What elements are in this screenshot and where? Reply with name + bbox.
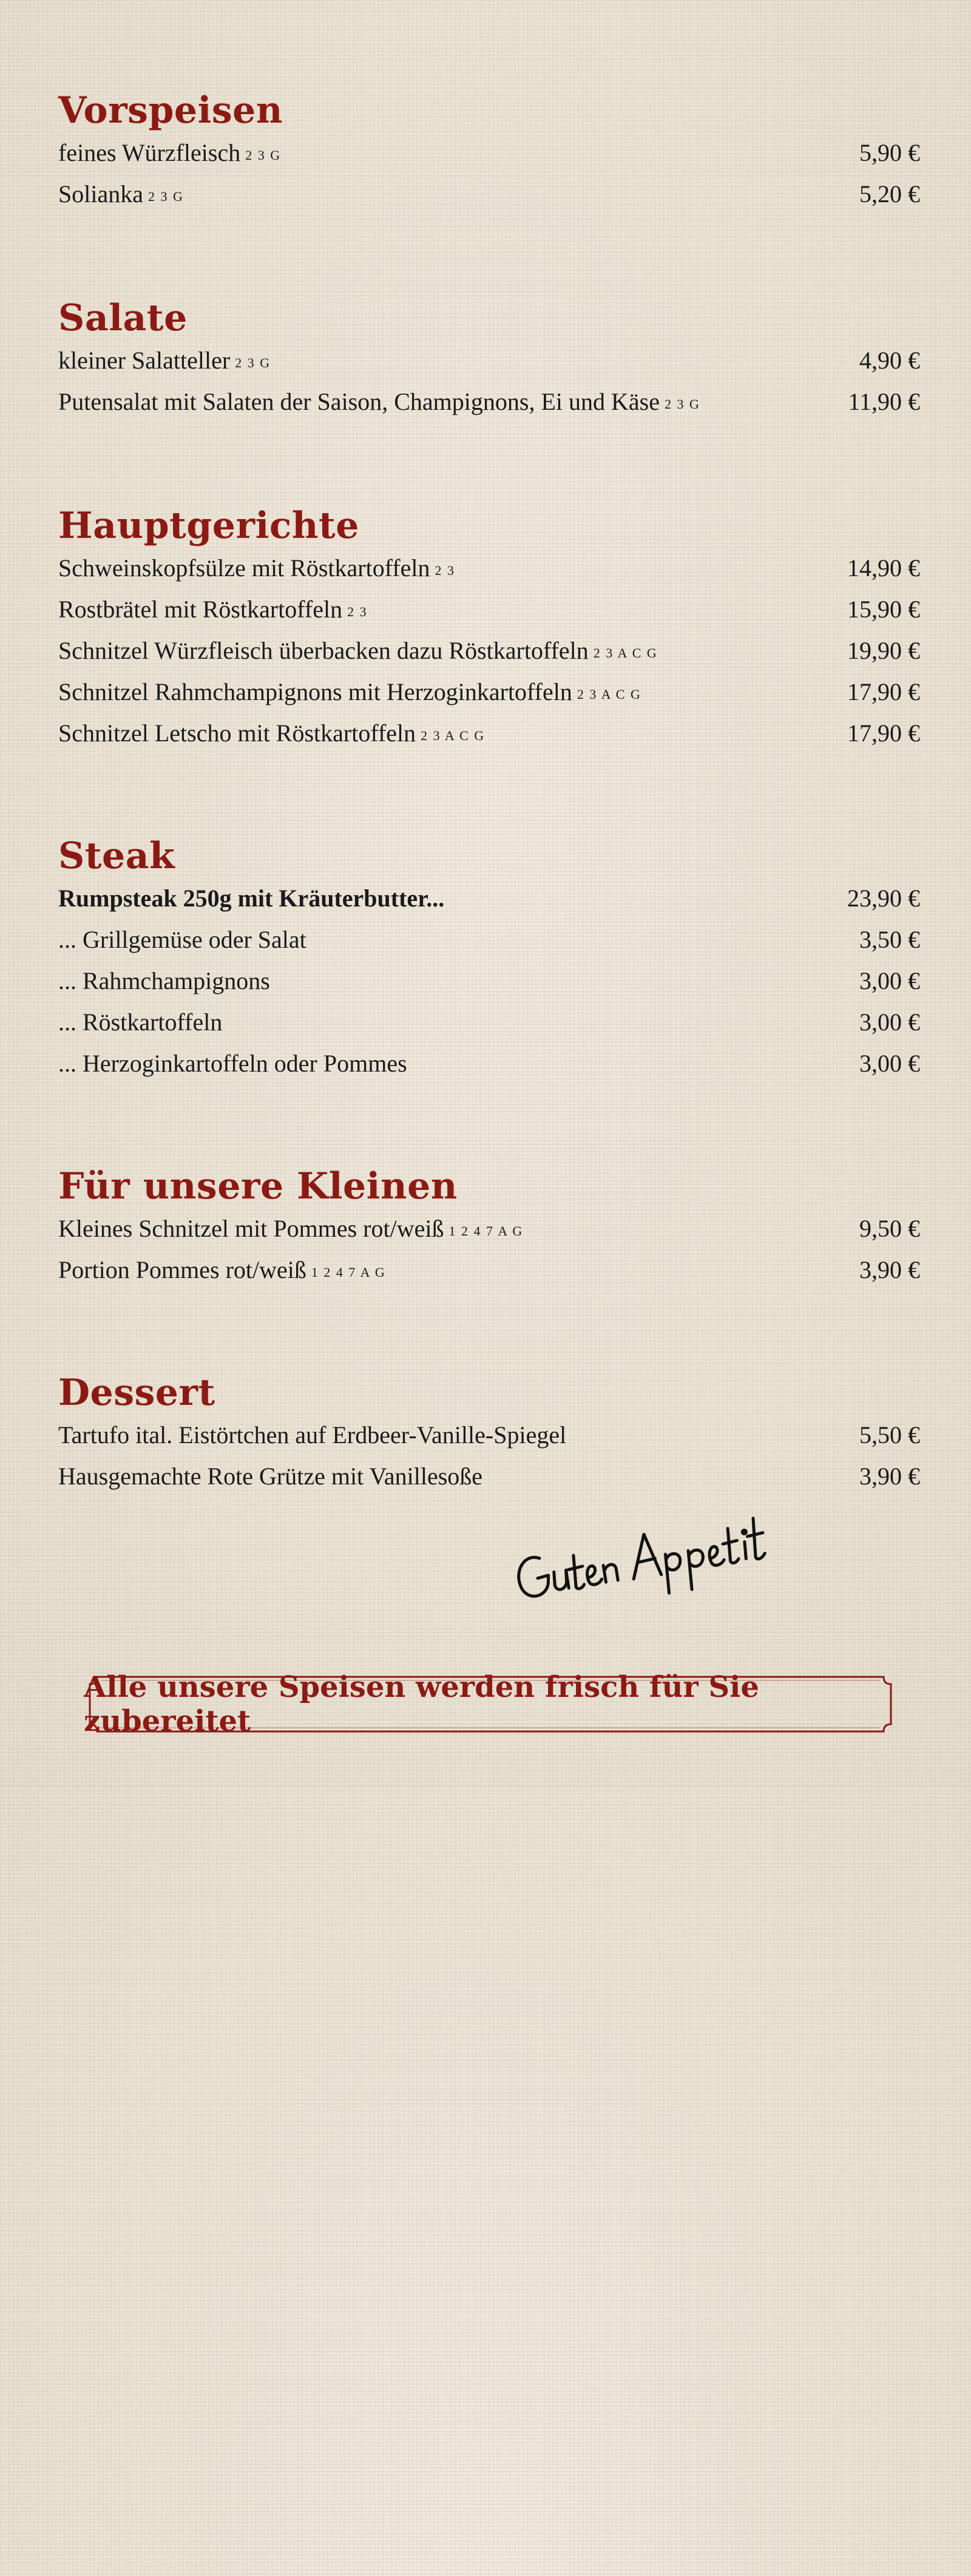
- item-name: Solianka: [58, 180, 143, 208]
- menu-item: [58, 589, 920, 630]
- item-price: 9,50 €: [859, 1215, 920, 1242]
- guten-appetit-signature: [504, 1497, 782, 1626]
- signature-graphic: [504, 1497, 781, 1623]
- item-name-wrap: [58, 1043, 407, 1084]
- section-title: Steak: [58, 835, 175, 877]
- item-name-wrap: [58, 1002, 222, 1043]
- item-name-wrap: [58, 960, 270, 1002]
- item-name: Schweinskopfsülze mit Röstkartoffeln: [58, 554, 430, 582]
- allergen-codes: 1 2 4 7 A G: [448, 1223, 524, 1239]
- section-vorspeisen: [58, 89, 920, 215]
- menu-item: [58, 713, 920, 754]
- item-name-wrap: [58, 1456, 482, 1497]
- menu-item: [58, 1002, 920, 1043]
- menu-item: [58, 960, 920, 1002]
- item-name-wrap: [58, 132, 281, 174]
- item-price: 15,90 €: [847, 596, 920, 623]
- item-name: Rostbrätel mit Röstkartoffeln: [58, 596, 343, 623]
- item-price: 11,90 €: [848, 388, 920, 415]
- footer-text: Alle unsere Speisen werden frisch für Sie zubereitet: [84, 1670, 759, 1738]
- item-name-wrap: [58, 1249, 386, 1291]
- item-name: Schnitzel Letscho mit Röstkartoffeln: [58, 719, 416, 747]
- item-name-wrap: [58, 671, 641, 713]
- menu-item: [58, 1415, 920, 1456]
- item-name-wrap: [58, 548, 455, 589]
- item-name: Kleines Schnitzel mit Pommes rot/weiß: [58, 1215, 444, 1242]
- item-name: ... Herzoginkartoffeln oder Pommes: [58, 1050, 407, 1077]
- item-name: Schnitzel Würzfleisch überbacken dazu Röstkartoffeln: [58, 637, 589, 664]
- item-name: ... Grillgemüse oder Salat: [58, 926, 306, 953]
- item-price: 3,90 €: [859, 1463, 920, 1490]
- section-steak: [58, 834, 920, 1084]
- allergen-codes: 2 3 A C G: [577, 687, 641, 702]
- item-name-wrap: [58, 1208, 523, 1249]
- section-salate: [58, 296, 920, 423]
- menu-item: [58, 671, 920, 713]
- allergen-codes: 2 3 G: [245, 148, 282, 163]
- item-price: 19,90 €: [847, 637, 920, 664]
- item-name: Hausgemachte Rote Grütze mit Vanillesoße: [58, 1463, 483, 1490]
- item-name: Rumpsteak 250g mit Kräuterbutter...: [58, 885, 445, 912]
- item-price: 3,00 €: [859, 967, 920, 994]
- allergen-codes: 2 3 G: [235, 355, 271, 370]
- item-price: 5,50 €: [859, 1421, 920, 1449]
- menu-item: [58, 630, 920, 671]
- menu-item: [58, 381, 920, 423]
- section-kinder: [58, 1164, 920, 1291]
- item-price: 3,00 €: [859, 1008, 920, 1036]
- item-price: 14,90 €: [847, 554, 920, 582]
- item-name: Schnitzel Rahmchampignons mit Herzoginkartoffeln: [58, 678, 572, 705]
- item-price: 3,50 €: [859, 926, 920, 953]
- menu-item: [58, 1043, 920, 1084]
- section-hauptgerichte: [58, 504, 920, 754]
- item-name-wrap: [58, 589, 368, 630]
- menu-item: [58, 174, 920, 215]
- item-price: 23,90 €: [847, 885, 920, 912]
- allergen-codes: 2 3 A C G: [421, 728, 486, 743]
- item-price: 5,90 €: [859, 139, 920, 166]
- section-title: Hauptgerichte: [58, 505, 359, 547]
- item-price: 3,90 €: [859, 1256, 920, 1283]
- menu-item: [58, 1456, 920, 1497]
- menu-item: [58, 1208, 920, 1249]
- footer-banner: [84, 1671, 897, 1738]
- section-title: Dessert: [58, 1371, 215, 1414]
- item-name-wrap: [58, 1415, 566, 1456]
- item-price: 5,20 €: [859, 180, 920, 208]
- menu-item: [58, 340, 920, 381]
- item-name: kleiner Salatteller: [58, 347, 231, 374]
- allergen-codes: 2 3: [435, 563, 455, 578]
- menu-item: [58, 919, 920, 960]
- item-name-wrap: [58, 878, 444, 919]
- allergen-codes: 1 2 4 7 A G: [311, 1265, 386, 1280]
- item-name: Portion Pommes rot/weiß: [58, 1256, 306, 1283]
- item-name-wrap: [58, 713, 485, 754]
- allergen-codes: 2 3: [347, 604, 368, 619]
- menu-item: [58, 548, 920, 589]
- item-name-wrap: [58, 174, 184, 215]
- menu-item: [58, 1249, 920, 1291]
- item-name: feines Würzfleisch: [58, 139, 241, 166]
- section-dessert: [58, 1371, 920, 1497]
- item-price: 4,90 €: [859, 347, 920, 374]
- item-name-wrap: [58, 381, 700, 423]
- item-name-wrap: [58, 340, 271, 381]
- section-title: Vorspeisen: [58, 89, 283, 132]
- menu-item: [58, 878, 920, 919]
- item-name: Putensalat mit Salaten der Saison, Champignons, Ei und Käse: [58, 388, 660, 415]
- item-name: Tartufo ital. Eistörtchen auf Erdbeer-Vanille-Spiegel: [58, 1421, 567, 1449]
- item-price: 17,90 €: [847, 719, 920, 747]
- menu-item: [58, 132, 920, 174]
- item-price: 3,00 €: [859, 1050, 920, 1077]
- item-name-wrap: [58, 919, 306, 960]
- allergen-codes: 2 3 G: [664, 396, 700, 412]
- item-name: ... Röstkartoffeln: [58, 1008, 223, 1036]
- section-title: Für unsere Kleinen: [58, 1165, 458, 1208]
- allergen-codes: 2 3 G: [147, 189, 184, 204]
- item-name: ... Rahmchampignons: [58, 967, 270, 994]
- section-title: Salate: [58, 297, 188, 339]
- item-name-wrap: [58, 630, 658, 671]
- item-price: 17,90 €: [847, 678, 920, 705]
- allergen-codes: 2 3 A C G: [593, 645, 658, 661]
